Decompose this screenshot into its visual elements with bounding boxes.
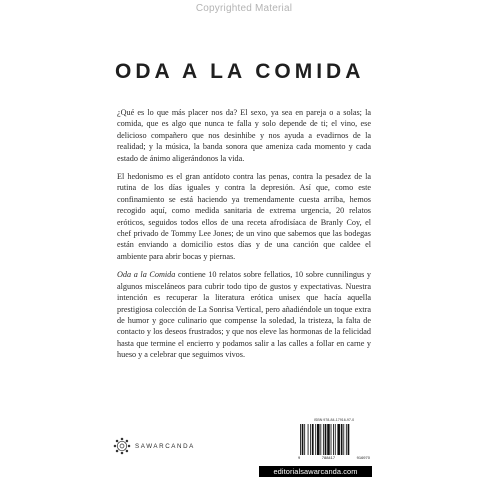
barcode-bar [304,424,305,455]
barcode-bar [341,424,343,455]
barcode-bar [317,424,320,455]
barcode-digit-group-1: 788417 [321,455,336,460]
barcode-bar [337,424,340,455]
blurb-paragraph-1: ¿Qué es lo que más placer nos da? El sexo, ya sea en pareja o a solas; la comida, que es algo que nunca te falla y solo depende de ti; el vino, ese delicioso compañero que nos desinhibe y nos ayuda a evadirnos de la realidad; y la música, la banda sonora que ameniza cada momento y cada estado de ánimo aligerándonos la vida. [117,108,371,163]
barcode-bar [327,424,330,455]
publisher-name: SAWARCANDA [135,442,195,450]
barcode-bar [343,424,344,455]
barcode-bar [315,424,316,455]
barcode-bar [308,424,309,455]
copyright-watermark: Copyrighted Material [195,3,293,14]
publisher-url[interactable]: editorialsawarcanda.com [259,466,372,477]
book-title: ODA A LA COMIDA [115,60,365,83]
barcode-digits [296,455,372,460]
barcode-bars [296,424,372,455]
isbn-number: ISBN 978-84-17916-97-0 [313,418,355,422]
isbn-barcode [296,418,372,462]
publisher-logo [113,437,195,455]
barcode-bar [325,424,327,455]
blurb-paragraph-3 [117,269,371,360]
barcode-bar [302,424,304,455]
barcode-bar [333,424,334,455]
barcode-bar [310,424,311,455]
back-cover-blurb [117,107,371,368]
barcode-bar [323,424,324,455]
barcode-bar [312,424,314,455]
barcode-bar [335,424,336,455]
barcode-bar [300,424,301,455]
barcode-bar [346,424,347,455]
barcode-bar [320,424,321,455]
barcode-digit-prefix: 9 [298,455,301,460]
barcode-bar [348,424,350,455]
blurb-paragraph-2: El hedonismo es el gran antídoto contra las penas, contra la pesadez de la rutina de los días iguales y contra la depresión. Así que, como este confinamiento se está haciendo ya tremendamente cuesta arriba, hemos recogido aquí, como medida sanitaria de extrema urgencia, 20 relatos eróticos, seguidos todos ellos de una receta afrodisíaca de Branly Coy, el chef privado de Tommy Lee Jones; de un vino que sabemos que las bodegas están enviando a domicilio estos días y de una canción que caldee el ambiente para abrir bocas y piernas. [117,172,371,261]
barcode-bar [331,424,332,455]
book-title-italic: Oda a la Comida [117,270,176,280]
barcode-digit-group-2: 916970 [356,455,370,460]
blurb-paragraph-3-text: contiene 10 relatos sobre fellatios, 10 sobre cunnilingus y algunos misceláneos para cubrir todo tipo de gustos y expectativas. Nuestra intención es recuperar la literatura erótica unisex que hacía aquella prestigiosa colección de La Sonrisa Vertical, pero añadiéndole un toque extra de humor y goce culinario que compense la soledad, la tristeza, la falta de contacto y los deseos frustrados; y que nos eleve las hormonas de la felicidad hasta que termine el encierro y podamos salir a las calles a follar en carne y hueso y a celebrar que seguimos vivos. [117,270,371,360]
sun-mandala-icon [113,437,131,455]
